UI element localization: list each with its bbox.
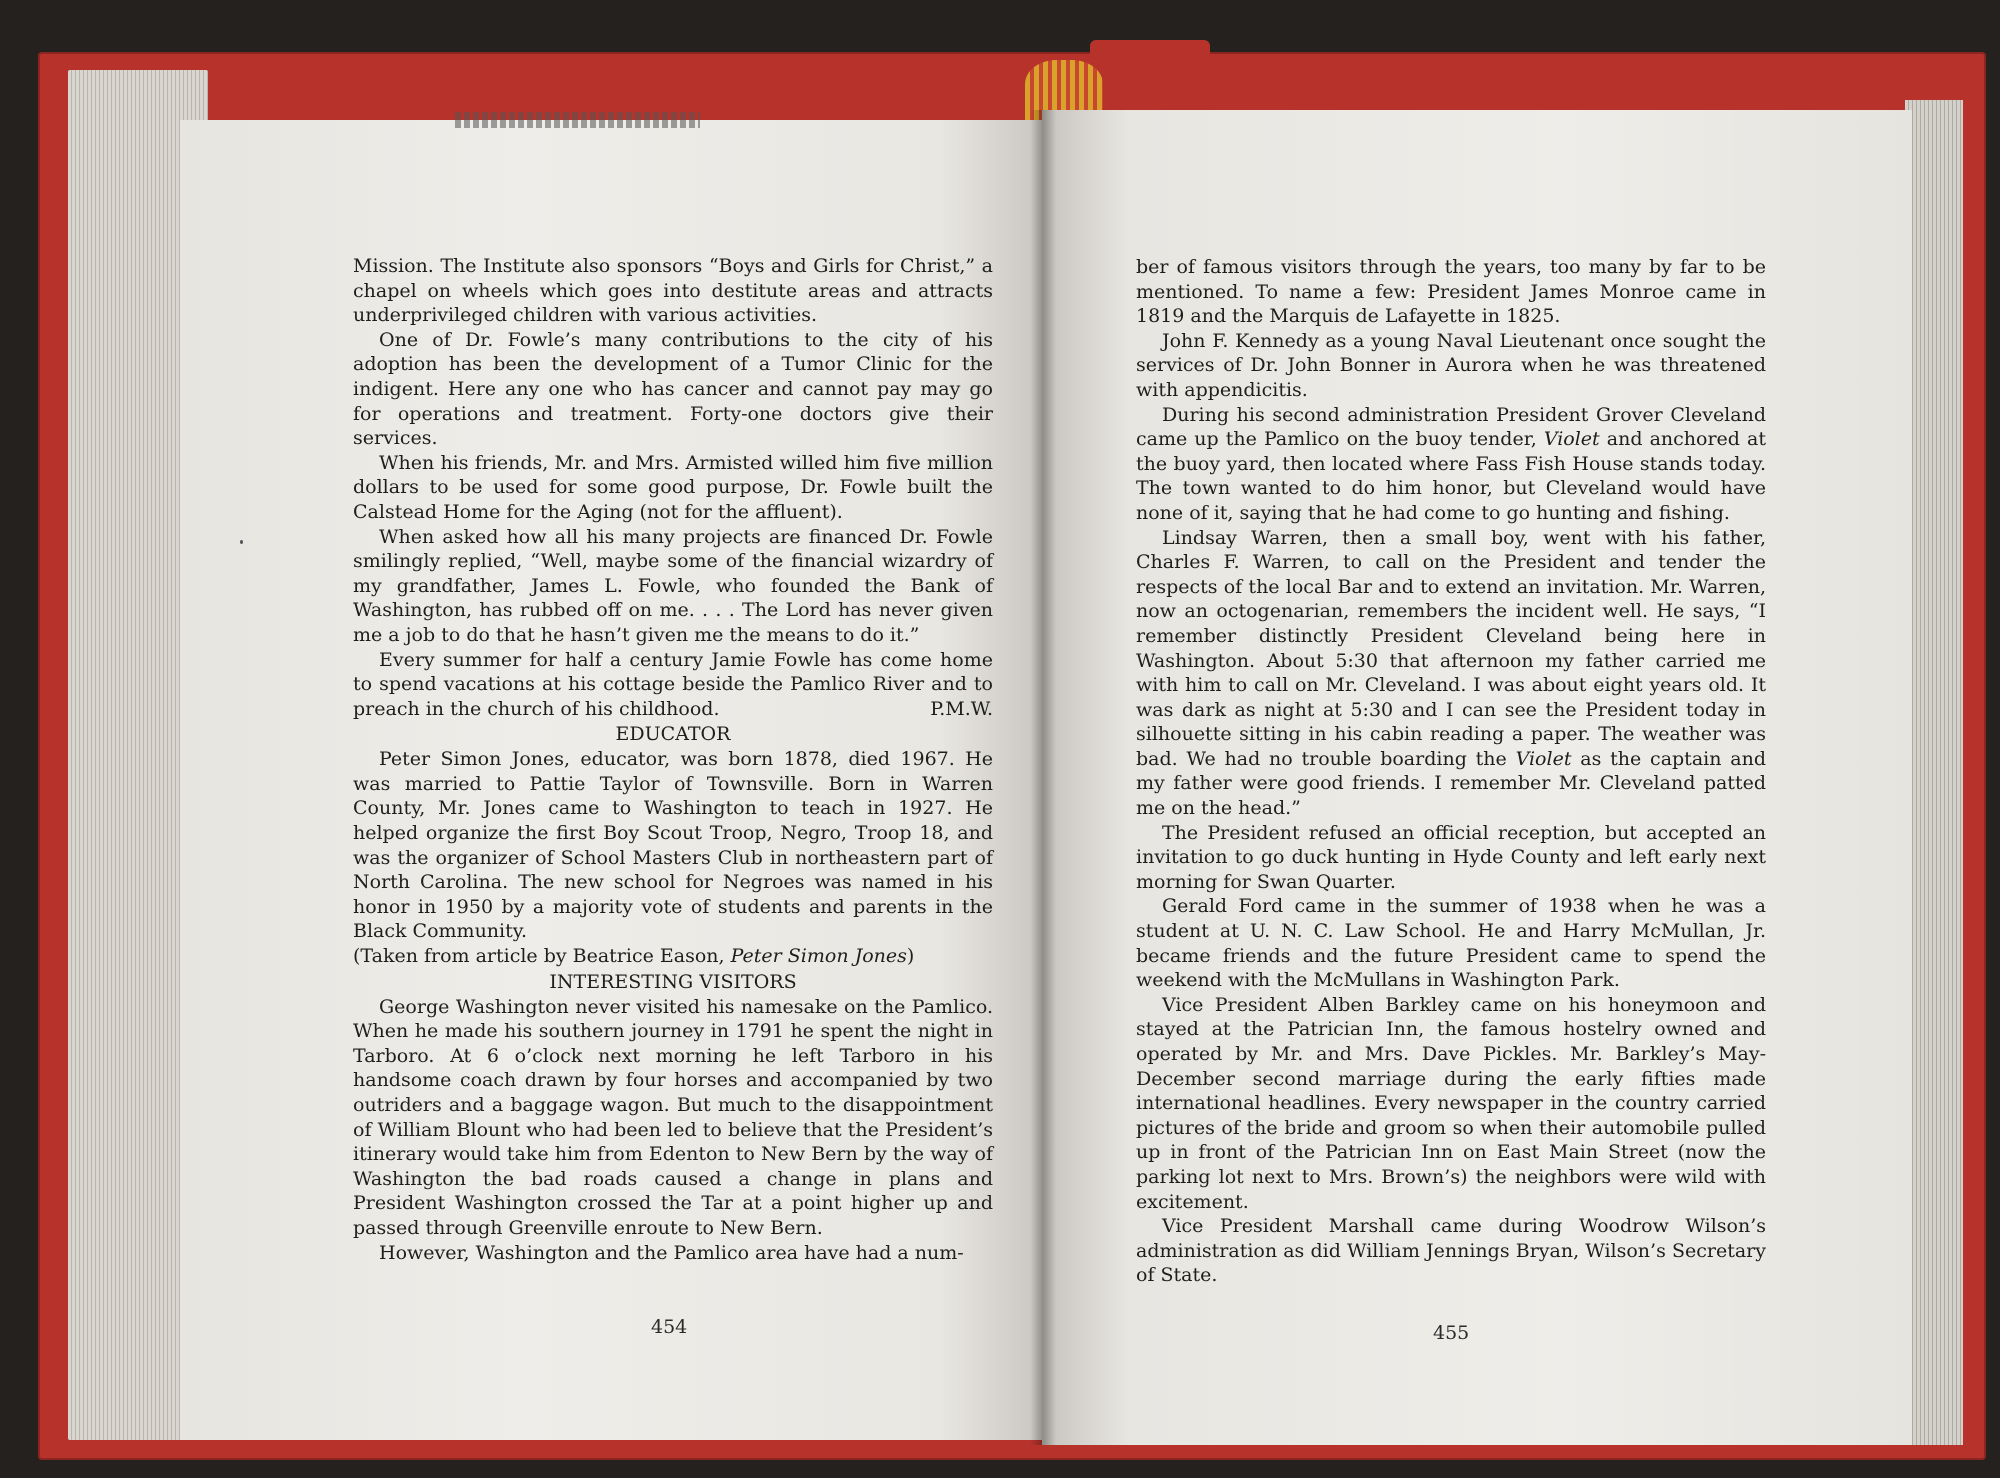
show-through-header — [455, 112, 700, 128]
book-gutter — [1030, 110, 1056, 1445]
paragraph: When asked how all his many projects are financed Dr. Fowle smilingly replied, “Well, maybe some of the financial wizardry of my grandfather, James L. Fowle, who founded the Bank of Washington, has rubbed off on me. . . . The Lord has never given me a job to do that he hasn’t given me the means to do it.” — [353, 525, 993, 646]
source-citation: (Taken from article by Beatrice Eason, Peter Simon Jones) — [353, 945, 915, 968]
paragraph: Gerald Ford came in the summer of 1938 when he was a student at U. N. C. Law School. He and Harry McMullan, Jr. became friends and the future President came to spend the weekend with the McMullans in Washington Park. — [1136, 895, 1766, 992]
paragraph-summer — [353, 648, 993, 722]
ship-name: Violet — [1543, 428, 1600, 451]
page-number-left: 454 — [651, 1316, 688, 1338]
left-page-text — [353, 254, 993, 1265]
page-speck — [240, 540, 243, 544]
paragraph: Mission. The Institute also sponsors “Boys and Girls for Christ,” a chapel on wheels which goes into destitute areas and attracts underprivileged children with various activities. — [353, 255, 993, 327]
paragraph: One of Dr. Fowle’s many contributions to the city of his adoption has been the development of a Tumor Clinic for the indigent. Here any one who has cancer and cannot pay may go for operations and treatment. Forty-one doctors give their services. — [353, 328, 993, 450]
paragraph-visitors: George Washington never visited his namesake on the Pamlico. When he made his southern journey in 1791 he spent the night in Tarboro. At 6 o’clock next morning he left Tarboro in his handsome coach drawn by four horses and accompanied by two outriders and a baggage wagon. But much to the disappointment of William Blount who had been led to believe that the President’s itinerary would take him from Edenton to New Bern by the way of Washington the bad roads caused a change in plans and President Washington crossed the Tar at a point higher up and passed through Greenville enroute to New Bern. — [353, 995, 993, 1239]
paragraph-visitors-continued: However, Washington and the Pamlico area have had a num- — [379, 1241, 964, 1264]
paragraph: Lindsay Warren, then a small boy, went with his father, Charles F. Warren, to call on the President and tender the respects of the local Bar and to extend an invitation. Mr. Warren, now an octogenarian, remembers the incident well. He says, “I remember distinctly President Cleveland being here in Washington. About 5:30 that afternoon my father carried me with him to call on Mr. Cleveland. I was about eight years old. It was dark as night at 5:30 and I can see the President today in silhouette sitting in his cabin reading a paper. The weather was bad. We had no trouble boarding the Violet as the captain and my father were good friends. I remember Mr. Cleveland patted me on the head.” — [1136, 526, 1766, 820]
paragraph: John F. Kennedy as a young Naval Lieutenant once sought the services of Dr. John Bonner in Aurora when he was threatened with appendicitis. — [1136, 329, 1766, 401]
paragraph: Vice President Marshall came during Woodrow Wilson’s administration as did William Jennings Bryan, Wilson’s Secretary of State. — [1136, 1215, 1766, 1287]
right-page-text — [1136, 255, 1766, 1288]
author-signature: P.M.W. — [930, 697, 993, 720]
source-title: Peter Simon Jones — [730, 945, 907, 968]
paragraph: ber of famous visitors through the years, too many by far to be mentioned. To name a few: President James Monroe came in 1819 and the Marquis de Lafayette in 1825. — [1136, 256, 1766, 328]
ship-name: Violet — [1515, 747, 1572, 770]
paragraph: When his friends, Mr. and Mrs. Armisted willed him five million dollars to be used for some good purpose, Dr. Fowle built the Calstead Home for the Aging (not for the affluent). — [353, 451, 993, 523]
page-number-right: 455 — [1433, 1322, 1470, 1344]
section-heading-educator: EDUCATOR — [615, 723, 731, 746]
paragraph: Vice President Alben Barkley came on his honeymoon and stayed at the Patrician Inn, the famous hostelry owned and operated by Mr. and Mrs. Dave Pickles. Mr. Barkley’s May-December second marriage during the early fifties made international headlines. Every newspaper in the country carried pictures of the bride and groom so when their automobile pulled up in front of the Patrician Inn on East Main Street (now the parking lot next to Mrs. Brown’s) the neighbors were wild with excitement. — [1136, 993, 1766, 1213]
book-cover-head — [1090, 40, 1210, 80]
paragraph: During his second administration President Grover Cleveland came up the Pamlico on the buoy tender, Violet and anchored at the buoy yard, then located where Fass Fish House stands today. The town wanted to do him honor, but Cleveland would have none of it, saying that he had come to go hunting and fishing. — [1136, 403, 1766, 524]
summer-text: Every summer for half a century Jamie Fowle has come home to spend vacations at his cottage beside the Pamlico River and to preach in the church of his childhood. — [353, 648, 993, 720]
right-page-edges — [1905, 100, 1963, 1445]
paragraph: The President refused an official reception, but accepted an invitation to go duck hunting in Hyde County and left early next morning for Swan Quarter. — [1136, 821, 1766, 893]
section-heading-visitors: INTERESTING VISITORS — [549, 970, 797, 993]
paragraph-educator: Peter Simon Jones, educator, was born 1878, died 1967. He was married to Pattie Taylor of Townsville. Born in Warren County, Mr. Jones came to Washington to teach in 1927. He helped organize the first Boy Scout Troop, Negro, Troop 18, and was the organizer of School Masters Club in northeastern part of North Carolina. The new school for Negroes was named in his honor in 1950 by a majority vote of students and parents in the Black Community. — [353, 748, 993, 943]
